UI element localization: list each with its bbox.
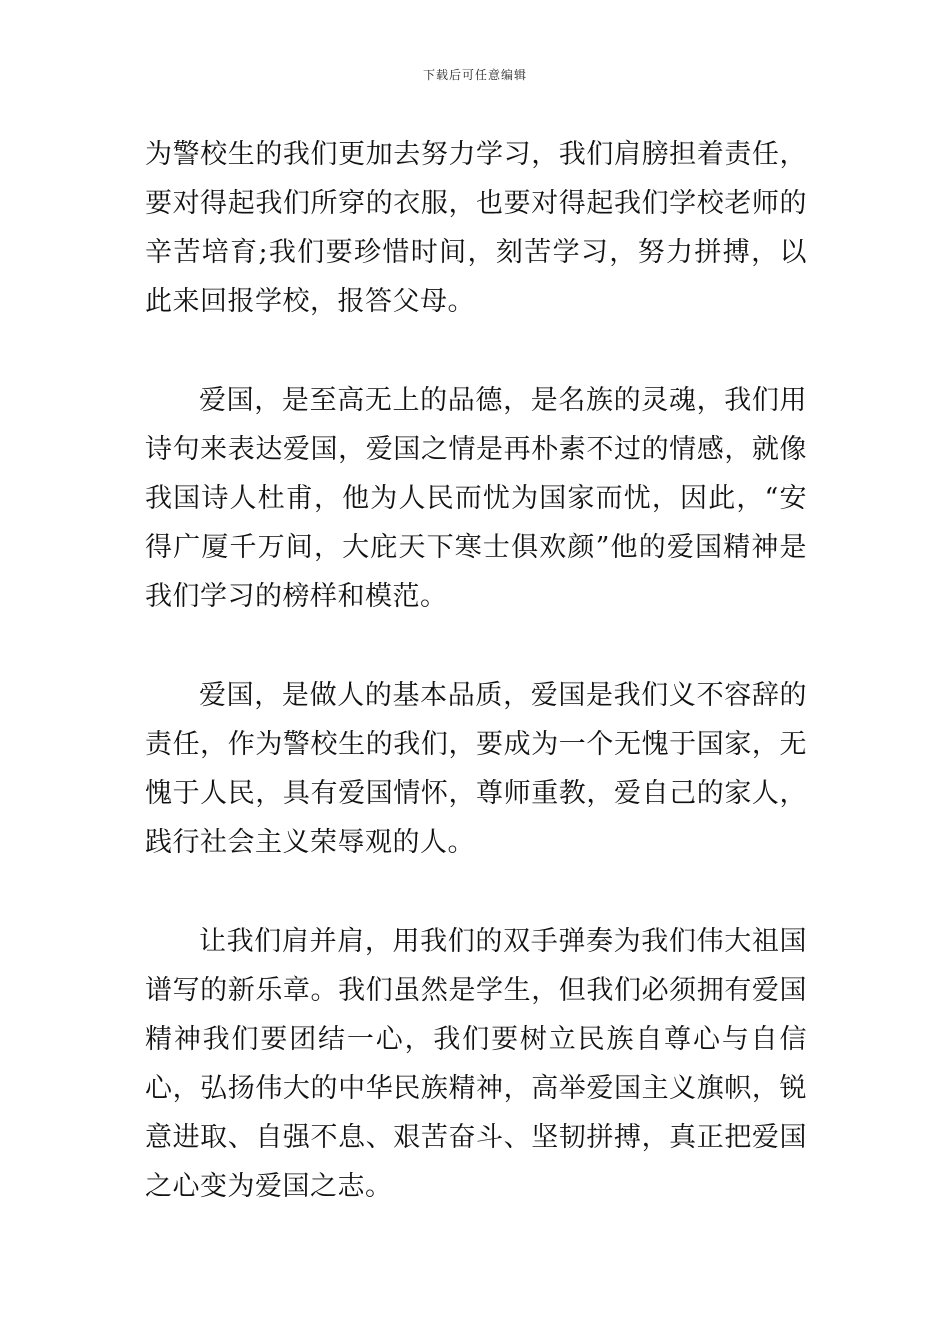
paragraph-spacer bbox=[145, 621, 807, 671]
paragraph-2: 爱国，是至高无上的品德，是名族的灵魂，我们用诗句来表达爱国，爱国之情是再朴素不过的情感，就像我国诗人杜甫，他为人民而忧为国家而忧，因此，“安得广厦千万间，大庇天下寒士俱欢颜”他的爱国精神是我们学习的榜样和模范。 bbox=[145, 385, 807, 612]
paragraph-spacer bbox=[145, 867, 807, 917]
paragraph-1: 为警校生的我们更加去努力学习，我们肩膀担着责任，要对得起我们所穿的衣服，也要对得起我们学校老师的辛苦培育;我们要珍惜时间，刻苦学习，努力拼搏，以此来回报学校，报答父母。 bbox=[145, 139, 807, 317]
header-note: 下载后可任意编辑 bbox=[422, 68, 527, 82]
paragraph-spacer bbox=[145, 326, 807, 376]
paragraph-3: 爱国，是做人的基本品质，爱国是我们义不容辞的责任，作为警校生的我们，要成为一个无愧于国家，无愧于人民，具有爱国情怀，尊师重教，爱自己的家人，践行社会主义荣辱观的人。 bbox=[145, 680, 807, 858]
paragraph-4: 让我们肩并肩，用我们的双手弹奏为我们伟大祖国谱写的新乐章。我们虽然是学生，但我们必须拥有爱国精神我们要团结一心，我们要树立民族自尊心与自信心，弘扬伟大的中华民族精神，高举爱国主义旗帜，锐意进取、自强不息、艰苦奋斗、坚韧拼搏，真正把爱国之心变为爱国之志。 bbox=[145, 926, 807, 1202]
document-body bbox=[145, 130, 807, 1211]
